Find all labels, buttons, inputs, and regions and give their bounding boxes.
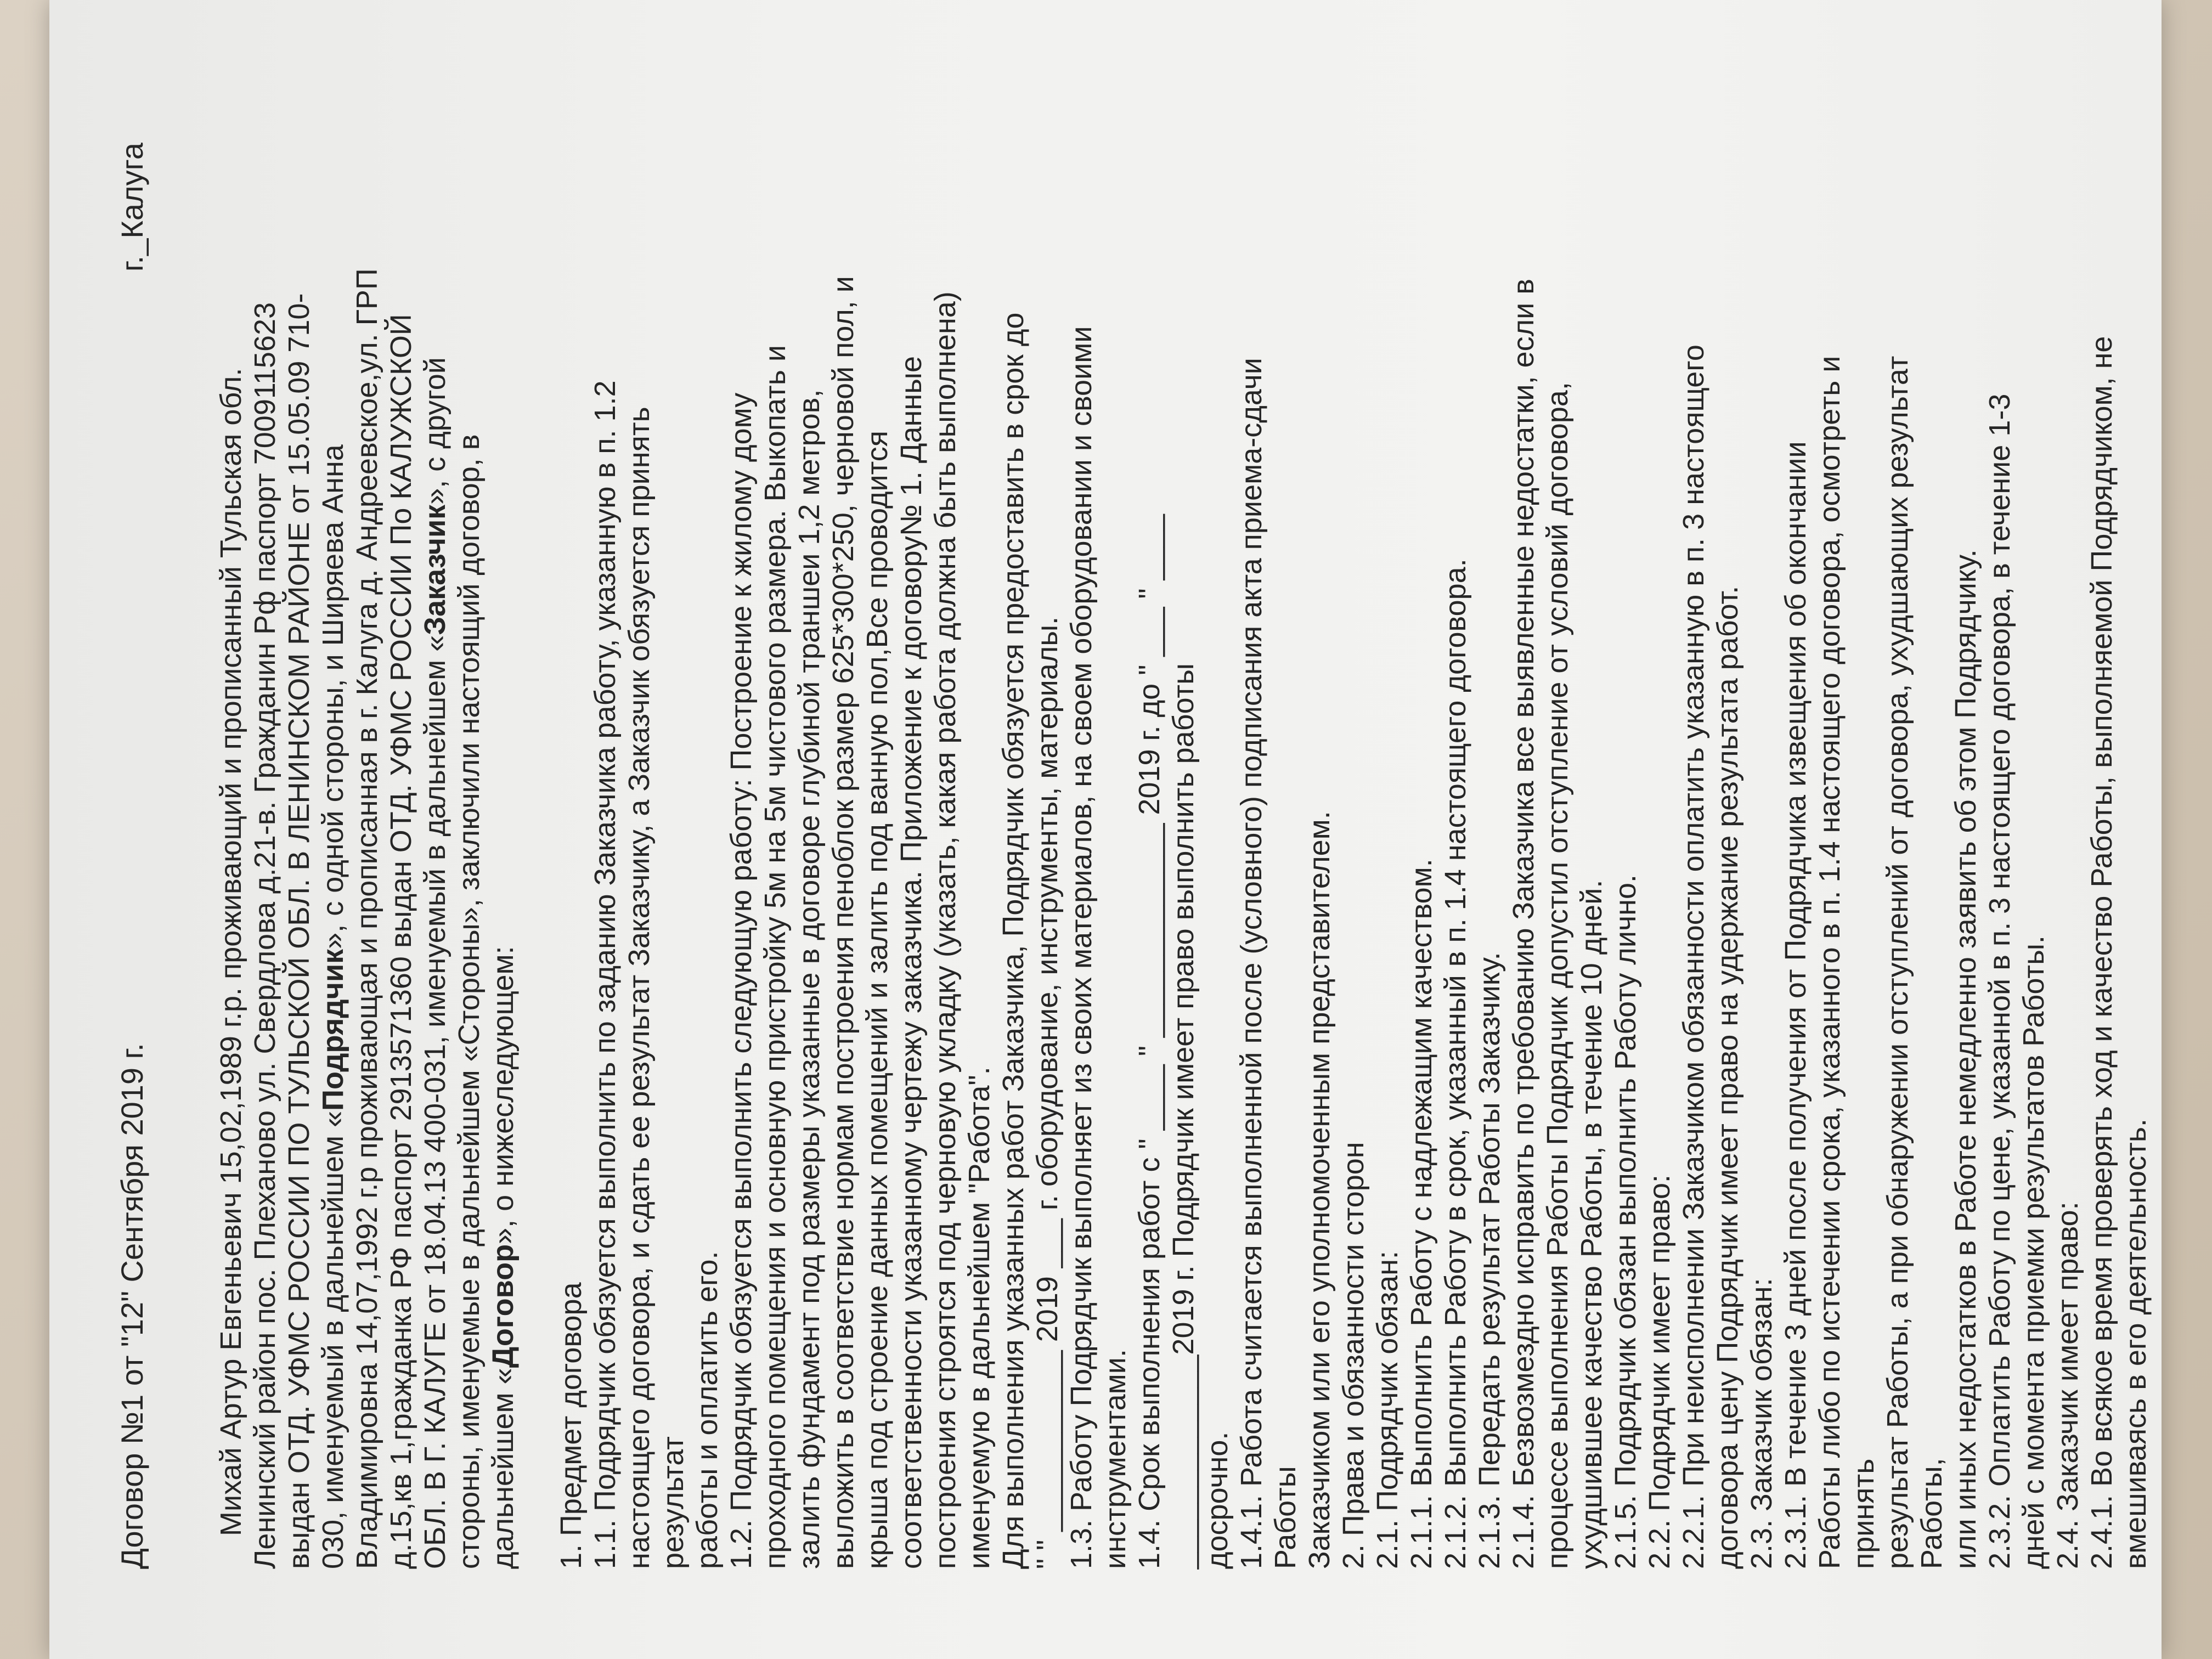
text-line: договора цену Подрядчик имеет право на удержание результата работ. [1711,585,1744,1569]
bold-term: Договор [487,1244,520,1368]
text-line: Заказчиком или его уполномоченным представителем. [1303,811,1336,1569]
text-line: 1.2. Подрядчик обязуется выполнить следующую работу: Построение к жилому дому [725,392,758,1569]
text-line: процессе выполнения Работы Подрядчик допустил отступление от условий договора, [1541,382,1574,1569]
text-run: ОБЛ. В Г. КАЛУГЕ от 18.04.13 400-031, именуемый в дальнейшем « [419,635,452,1569]
text-line: Работы [1269,1466,1302,1569]
text-run: дальнейшем « [487,1368,520,1569]
document-header [115,143,154,1569]
text-line: 2.1.4. Безвозмездно исправить по требованию Заказчика все выявленные недостатки, если в [1507,279,1540,1569]
text-line: 1.4. Срок выполнения работ с " ____ " _____________ 2019 г. до " ___ " ____ [1133,514,1166,1569]
text-line: 2.2.1. При неисполнении Заказчиком обязанности оплатить указанную в п. 3 настоящего [1677,345,1710,1569]
text-line: 1. Предмет договора [555,1282,588,1569]
text-line: _____________2019 г. Подрядчик имеет право выполнить работы [1167,663,1200,1569]
text-run: 030, именуемый в дальнейшем « [317,1110,349,1569]
text-line: 2.2. Подрядчик имеет право: [1643,1174,1676,1569]
text-line: дней с момента приемки результатов Работы. [2017,935,2050,1569]
text-line: крыша под строение данных помещений и залить под ванную пол,Все проводится [861,431,894,1569]
text-line: построения строятся под черновую укладку (указать, какая работа должна быть выполнена) [929,291,962,1569]
text-line: настоящего договора, и сдать ее результат Заказчику, а Заказчик обязуется принять [623,407,656,1569]
text-line: Ленинский район пос. Плеханово ул. Свердлова д.21-в. Гражданин Рф паспорт 7009115623 [249,302,281,1569]
text-line: Михай Артур Евгеньевич 15,02,1989 г.р. проживающий и прописанный Тульская обл. [215,368,247,1536]
text-line: ухудшившее качество Работы, в течение 10 дней. [1575,879,1608,1569]
text-line: работы и оплатить его. [691,1251,724,1569]
text-line: Владимировна 14,07,1992 г.р проживающая и прописанная в г. Калуга д. Андреевское,ул. ГРП [351,268,383,1569]
text-line: 1.3. Работу Подрядчик выполняет из своих материалов, на своем оборудовании и своими [1065,326,1098,1569]
text-line: " " ___________ 2019 ___ г. оборудование, инструменты, материалы. [1031,616,1064,1569]
text-line: 2.1.1. Выполнить Работу с надлежащим качеством. [1405,859,1438,1569]
text-run: », с одной стороны, и Ширяева Анна [317,444,349,949]
text-line: 2.1. Подрядчик обязан: [1371,1251,1404,1569]
text-run: », с другой [419,357,452,505]
text-line: результат Работы, а при обнаружении отступлений от договора, ухудшающих результат [1881,356,1914,1569]
text-line: 2. Права и обязанности сторон [1337,1142,1370,1569]
bold-term: Заказчик [419,504,452,635]
text-line: 2.4. Заказчик имеет право: [2051,1201,2084,1569]
text-line: залить фундамент под размеры указанные в договоре глубиной траншеи 1,2 метров, [793,389,826,1569]
text-line: результат [657,1436,690,1569]
text-line: Для выполнения указанных работ Заказчика, Подрядчик обязуется предоставить в срок до [997,312,1030,1569]
text-line: выдан ОТД. УФМС РОССИИ ПО ТУЛЬСКОЙ ОБЛ. В ЛЕНИНСКОМ РАЙОНЕ от 15.05.09 710- [283,293,315,1569]
contract-page [115,88,2152,1569]
text-line: вмешиваясь в его деятельность. [2119,1119,2152,1569]
paragraph-gap [520,132,554,1569]
text-line: 2.3.2. Оплатить Работу по цене, указанной в п. 3 настоящего договора, в течение 1-3 [1983,393,2016,1569]
text-line: стороны, именуемые в дальнейшем «Стороны», заключили настоящий договор, в [453,434,486,1569]
text-line [316,132,350,1569]
document-city: г._Калуга [115,143,149,272]
bold-term: Подрядчик [317,949,349,1111]
text-line: или иных недостатков в Работе немедленно заявить об этом Подрядчику. [1949,549,1982,1569]
contract-body [214,132,2153,1569]
text-run: », о нижеследующем: [487,946,520,1244]
text-line: выложить в соответствие нормам построения пеноблок размер 625*300*250, черновой пол, и [827,276,860,1569]
document-title: Договор №1 от "12" Сентября 2019 г. [115,1043,149,1569]
text-line: 2.1.5. Подрядчик обязан выполнить Работу лично. [1609,874,1642,1569]
text-line: проходного помещения и основную пристройку 5м на 5м чистового размера. Выкопать и [759,345,792,1569]
text-line: 2.3.1. В течение 3 дней после получения от Подрядчика извещения об окончании [1779,441,1812,1569]
text-line: д.15,кв 1,гражданка РФ паспорт 2913571360 выдан ОТД. УФМС РОССИИ По КАЛУЖСКОЙ [385,314,417,1569]
text-line: 2.4.1. Во всякое время проверять ход и качество Работы, выполняемой Подрядчиком, не [2085,336,2118,1569]
text-line: досрочно. [1201,1431,1234,1569]
text-line: 2.1.3. Передать результат Работы Заказчику. [1473,952,1506,1569]
text-line: инструментами. [1099,1349,1132,1569]
text-line: 1.4.1. Работа считается выполненной после (условного) подписания акта приема-сдачи [1235,358,1268,1569]
text-line: именуемую в дальнейшем "Работа". [963,1066,996,1569]
paper-sheet [49,0,2162,1659]
text-line: 2.1.2. Выполнить Работу в срок, указанный в п. 1.4 настоящего договора. [1439,558,1472,1569]
text-line: Работы, [1915,1458,1948,1569]
text-line: 2.3. Заказчик обязан: [1745,1278,1778,1569]
text-line: 1.1. Подрядчик обязуется выполнить по заданию Заказчика работу, указанную в п. 1.2 [589,380,622,1569]
text-line: соответственности указанному чертежу заказчика. Приложение к договору№ 1. Данные [895,356,928,1569]
text-line [486,132,520,1569]
text-line: принять [1847,1458,1880,1569]
text-line: Работы либо по истечении срока, указанного в п. 1.4 настоящего договора, осмотреть и [1813,356,1846,1569]
text-line [418,132,452,1569]
